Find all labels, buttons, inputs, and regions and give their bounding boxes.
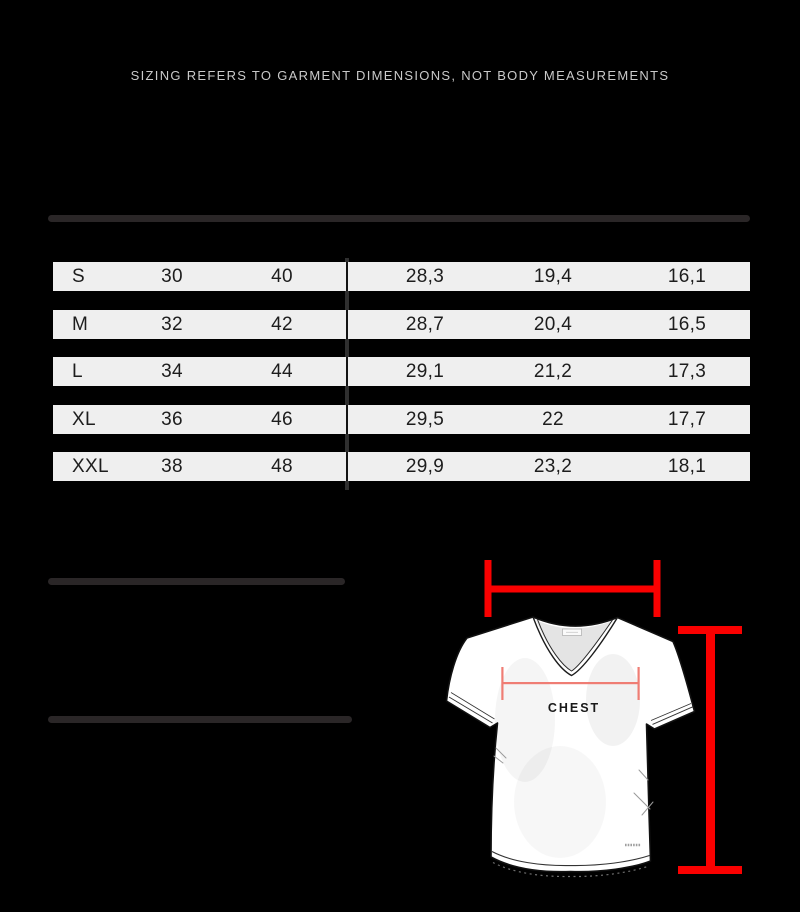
col-5: 17,3 bbox=[667, 360, 707, 382]
row-divider bbox=[346, 452, 348, 481]
size-row-m bbox=[53, 310, 750, 339]
row-divider bbox=[346, 405, 348, 434]
col-2: 46 bbox=[271, 408, 293, 430]
size-row-l bbox=[53, 357, 750, 386]
col-1: 38 bbox=[161, 455, 183, 477]
col-1: 30 bbox=[161, 265, 183, 287]
col-5: 17,7 bbox=[667, 408, 707, 430]
col-5: 18,1 bbox=[667, 455, 707, 477]
col-3: 29,9 bbox=[405, 455, 445, 477]
size-label: M bbox=[72, 313, 89, 335]
col-4: 21,2 bbox=[533, 360, 573, 382]
measurement-diagram bbox=[425, 548, 765, 893]
col-3: 29,5 bbox=[405, 408, 445, 430]
col-2: 42 bbox=[271, 313, 293, 335]
col-5: 16,5 bbox=[667, 313, 707, 335]
section-divider-2 bbox=[48, 716, 352, 723]
section-divider-1 bbox=[48, 578, 345, 585]
col-2: 48 bbox=[271, 455, 293, 477]
size-label: S bbox=[72, 265, 85, 287]
col-4: 20,4 bbox=[533, 313, 573, 335]
col-3: 28,3 bbox=[405, 265, 445, 287]
chest-label: CHEST bbox=[547, 701, 601, 715]
col-5: 16,1 bbox=[667, 265, 707, 287]
col-2: 40 bbox=[271, 265, 293, 287]
col-3: 29,1 bbox=[405, 360, 445, 382]
size-row-s bbox=[53, 262, 750, 291]
width-measure-line bbox=[485, 560, 661, 617]
size-label: XXL bbox=[72, 455, 109, 477]
col-2: 44 bbox=[271, 360, 293, 382]
size-label: L bbox=[72, 360, 83, 382]
row-divider bbox=[346, 310, 348, 339]
col-1: 34 bbox=[161, 360, 183, 382]
col-4: 22 bbox=[542, 408, 564, 430]
row-divider bbox=[346, 357, 348, 386]
size-row-xxl bbox=[53, 452, 750, 481]
col-1: 32 bbox=[161, 313, 183, 335]
table-header-divider bbox=[48, 215, 750, 222]
size-row-xl bbox=[53, 405, 750, 434]
size-label: XL bbox=[72, 408, 96, 430]
col-1: 36 bbox=[161, 408, 183, 430]
col-4: 23,2 bbox=[533, 455, 573, 477]
col-4: 19,4 bbox=[533, 265, 573, 287]
col-3: 28,7 bbox=[405, 313, 445, 335]
sizing-note: SIZING REFERS TO GARMENT DIMENSIONS, NOT BODY MEASUREMENTS bbox=[130, 68, 670, 83]
length-measure-line bbox=[678, 626, 742, 874]
row-divider bbox=[346, 262, 348, 291]
